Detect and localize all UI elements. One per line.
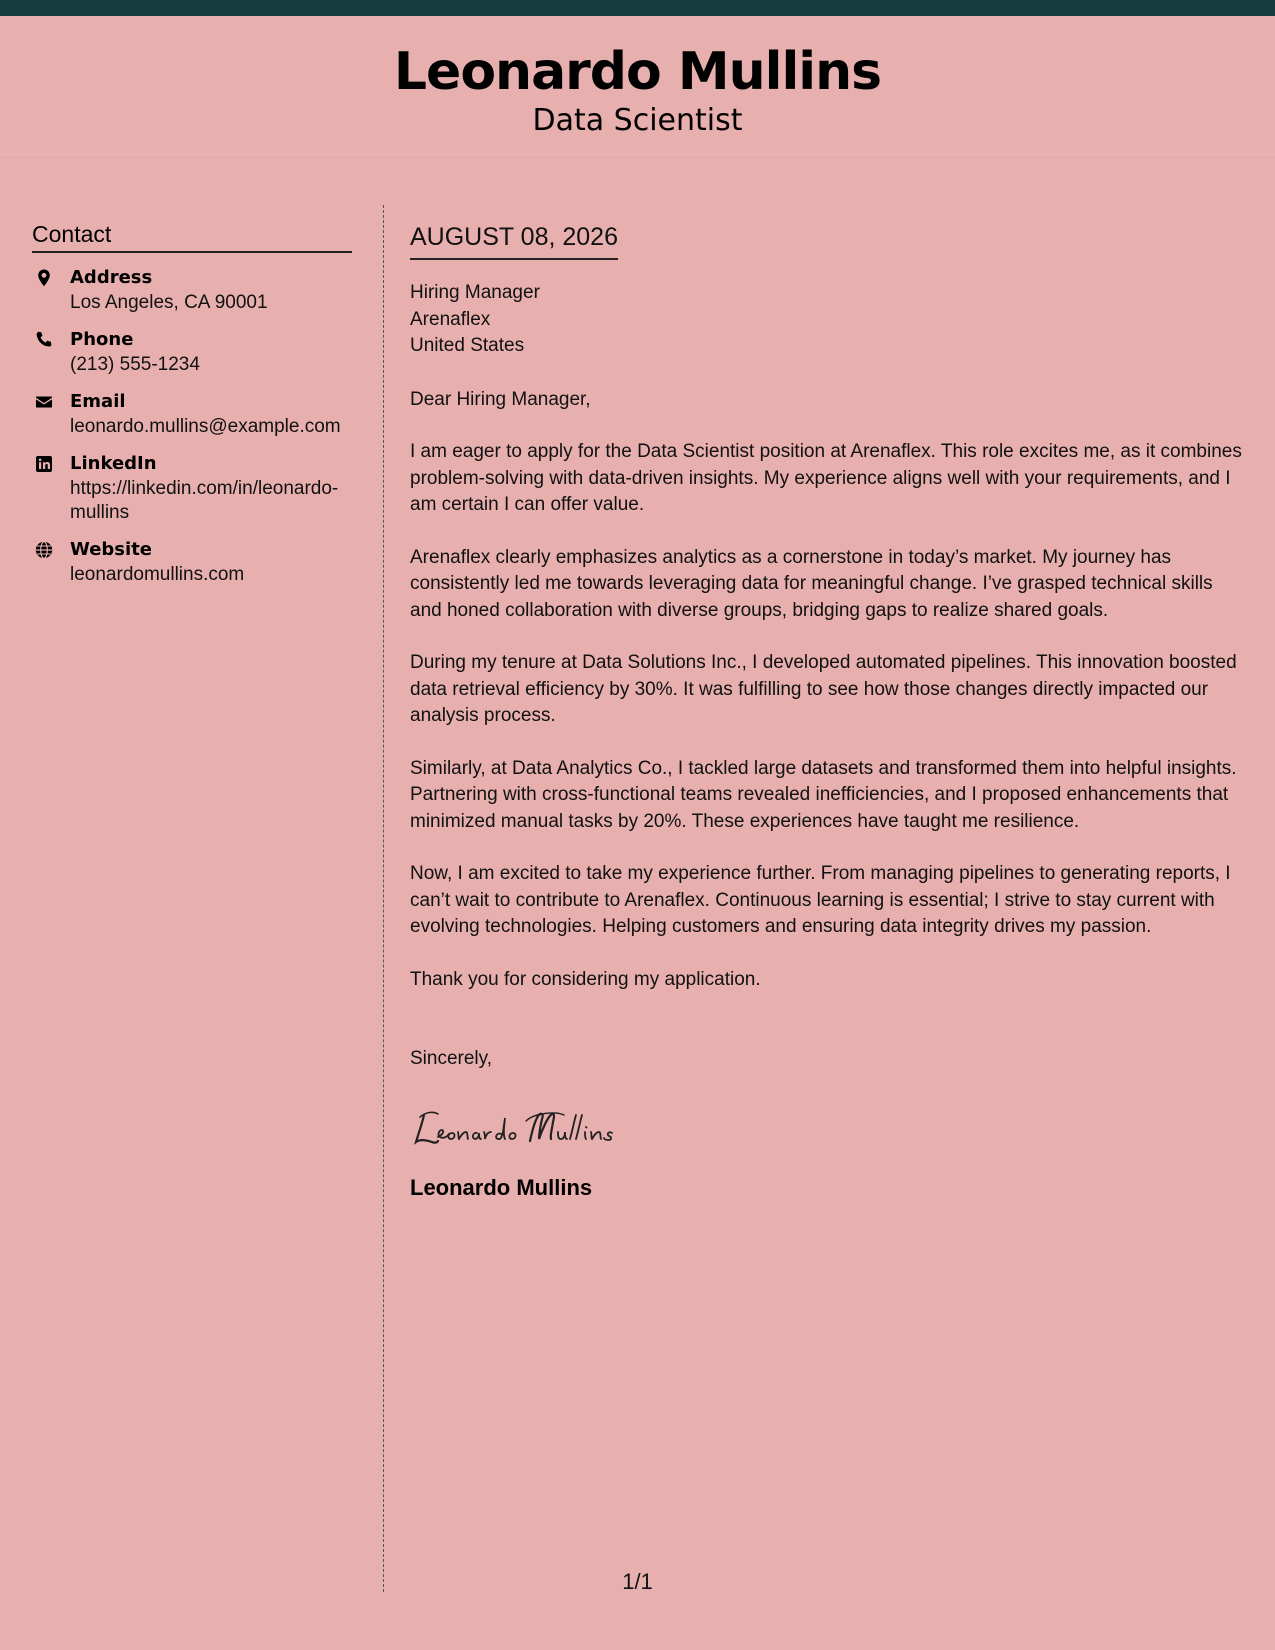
letter-paragraph: Similarly, at Data Analytics Co., I tackled large datasets and transformed them into helpful insights. Partnering with cross-functional teams revealed inefficiencies, and I proposed enhancements that minimized manual tasks by 20%. These experiences have taught me resilience. [410,757,1237,832]
contact-label: LinkedIn [70,453,157,474]
contact-item-linkedin [32,451,352,525]
contact-label: Email [70,391,126,412]
applicant-name: Leonardo Mullins [393,42,882,102]
handwritten-signature [410,1101,1245,1151]
map-pin-icon [34,268,54,288]
letter-paragraph: During my tenure at Data Solutions Inc., I developed automated pipelines. This innovation boosted data retrieval efficiency by 30%. It was fulfilling to see how those changes directly impacted our analysis process. [410,652,1237,726]
phone-value[interactable]: (213) 555-1234 [70,354,200,375]
contact-item-website [32,537,352,587]
contact-heading: Contact [32,218,352,253]
globe-icon [34,540,54,560]
letter-paragraph: Thank you for considering my application. [410,968,761,990]
closing: Sincerely, [410,1048,493,1069]
letter-paragraph: I am eager to apply for the Data Scientist position at Arenaflex. This role excites me, as it combines problem-solving with data-driven insights. My experience aligns well with your requirements, and I am certain I can offer value. [410,441,1242,515]
letter-paragraph: Now, I am excited to take my experience further. From managing pipelines to generating reports, I can’t wait to contribute to Arenaflex. Continuous learning is essential; I strive to stay current with evolving technologies. Helping customers and ensuring data integrity drives my passion. [410,863,1231,937]
address-value: Los Angeles, CA 90001 [70,292,268,313]
recipient-line: United States [410,335,525,356]
contact-sidebar [32,218,352,599]
applicant-title: Data Scientist [532,103,743,138]
website-value[interactable]: leonardomullins.com [70,564,245,585]
contact-item-email [32,389,352,439]
phone-icon [34,330,54,350]
contact-label: Website [70,539,153,560]
linkedin-icon [34,454,54,474]
contact-item-address [32,265,352,315]
letter-body [410,218,1245,1203]
letter-header [0,16,1275,155]
letter-paragraph: Arenaflex clearly emphasizes analytics as a cornerstone in today’s market. My journey has consistently led me towards leveraging data for meaningful change. I’ve grasped technical skills and honed collaboration with diverse groups, bridging gaps to realize shared goals. [410,546,1213,621]
recipient-line: Arenaflex [410,308,491,330]
salutation: Dear Hiring Manager, [410,388,591,410]
top-accent-bar [0,0,1275,16]
email-value[interactable]: leonardo.mullins@example.com [70,416,341,437]
linkedin-value[interactable]: https://linkedin.com/in/leonardo-mullins [70,478,339,523]
signed-name: Leonardo Mullins [410,1174,593,1200]
contact-item-phone [32,327,352,377]
column-divider [383,205,384,1592]
page-number: 1/1 [622,1569,653,1594]
recipient-line: Hiring Manager [410,282,540,303]
recipient-block [410,280,1245,360]
contact-label: Phone [70,329,134,350]
envelope-icon [34,392,54,412]
contact-label: Address [70,267,153,288]
contact-list [32,265,352,587]
letter-date: AUGUST 08, 2026 [410,218,618,260]
